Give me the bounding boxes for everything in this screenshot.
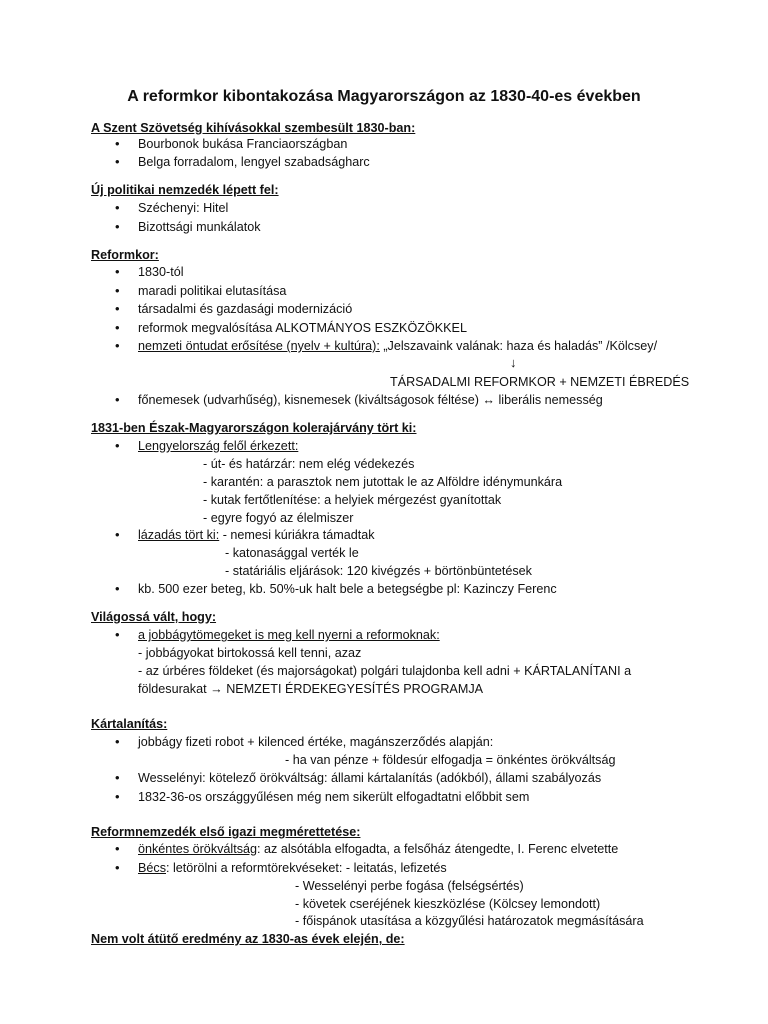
underlined-text: lázadás tört ki:: [138, 528, 220, 542]
sub-item: - út- és határzár: nem elég védekezés: [203, 457, 415, 471]
list-item: [138, 841, 618, 857]
sub-item: - követek cseréjének kieszközlése (Kölcsey lemondott): [295, 897, 601, 911]
underlined-text: önkéntes örökváltság: [138, 842, 258, 856]
sub-item: földesurakat → NEMZETI ÉRDEKEGYESÍTÉS PROGRAMJA: [138, 682, 484, 696]
down-arrow-icon: ↓: [510, 355, 517, 370]
list-item: • 1832-36-os országgyűlésen még nem sikerült elfogadtatni előbbit sem: [138, 789, 529, 805]
item-text: - nemesi kúriákra támadtak: [219, 528, 375, 542]
item-text: : letörölni a reformtörekvéseket: - leitatás, lefizetés: [166, 861, 447, 875]
sub-item: - karantén: a parasztok nem jutottak le az Alföldre idénymunkára: [203, 475, 563, 489]
list-item: • Széchenyi: Hitel: [138, 200, 228, 216]
sub-item: - egyre fogyó az élelmiszer: [203, 511, 354, 525]
list-item: • Lengyelország felől érkezett:: [138, 438, 298, 454]
list-item: • Belga forradalom, lengyel szabadságharc: [138, 154, 370, 170]
sub-item: - főispánok utasítása a közgyűlési határozatok megmásítására: [295, 914, 644, 928]
list-item: • maradi politikai elutasítása: [138, 283, 286, 299]
section-heading: 1831-ben Észak-Magyarországon kolerajárvány tört ki:: [91, 421, 417, 435]
list-item: • Wesselényi: kötelező örökváltság: állami kártalanítás (adókból), állami szabályozás: [138, 770, 601, 786]
sub-item: - az úrbéres földeket (és majorságokat) polgári tulajdonba kell adni + KÁRTALANÍTANI a: [138, 664, 632, 678]
section-heading: Világossá vált, hogy:: [91, 610, 217, 624]
list-item: [138, 860, 447, 876]
list-item: • kb. 500 ezer beteg, kb. 50%-uk halt bele a betegségbe pl: Kazinczy Ferenc: [138, 581, 557, 597]
section-heading: Reformnemzedék első igazi megmérettetése:: [91, 825, 361, 839]
sub-item: - statáriális eljárások: 120 kivégzés + börtönbüntetések: [225, 564, 532, 578]
section-heading: Új politikai nemzedék lépett fel:: [91, 183, 279, 197]
section-heading: Reformkor:: [91, 248, 159, 262]
sub-item: - jobbágyokat birtokossá kell tenni, azaz: [138, 646, 362, 660]
section-heading: Nem volt átütő eredmény az 1830-as évek elején, de:: [91, 932, 405, 946]
section-heading: A Szent Szövetség kihívásokkal szembesült 1830-ban:: [91, 121, 416, 135]
underlined-text: Bécs: [138, 861, 166, 875]
item-text: : az alsótábla elfogadta, a felsőház átengedte, I. Ferenc elvetette: [257, 842, 619, 856]
list-item: • reformok megvalósítása ALKOTMÁNYOS ESZKÖZÖKKEL: [138, 320, 467, 336]
list-item: • 1830-tól: [138, 264, 184, 280]
quote-text: „Jelszavaink valának: haza és haladás” /Kölcsey/: [379, 339, 658, 353]
sub-item: - Wesselényi perbe fogása (felségsértés): [295, 879, 524, 893]
list-item: • Bourbonok bukása Franciaországban: [138, 136, 347, 152]
list-item: • a jobbágytömegeket is meg kell nyerni a reformoknak:: [138, 627, 440, 643]
page-title: A reformkor kibontakozása Magyarországon az 1830-40-es években: [127, 88, 641, 105]
sub-item: - kutak fertőtlenítése: a helyiek mérgezést gyanítottak: [203, 493, 502, 507]
list-item: • főnemesek (udvarhűség), kisnemesek (kiváltságosok féltése) ↔ liberális nemesség: [138, 392, 603, 408]
list-item: • társadalmi és gazdasági modernizáció: [138, 301, 352, 317]
list-item: • jobbágy fizeti robot + kilenced értéke, magánszerződés alapján:: [138, 734, 493, 750]
section-heading: Kártalanítás:: [91, 717, 168, 731]
sub-item: - katonasággal verték le: [225, 546, 359, 560]
sub-item: - ha van pénze + földesúr elfogadja = önkéntes örökváltság: [285, 753, 616, 767]
underlined-text: nemzeti öntudat erősítése (nyelv + kultúra):: [138, 339, 380, 353]
list-item: [138, 338, 657, 354]
list-item: • Bizottsági munkálatok: [138, 219, 261, 235]
list-item: [138, 527, 375, 543]
result-text: TÁRSADALMI REFORMKOR + NEMZETI ÉBREDÉS: [390, 375, 690, 389]
